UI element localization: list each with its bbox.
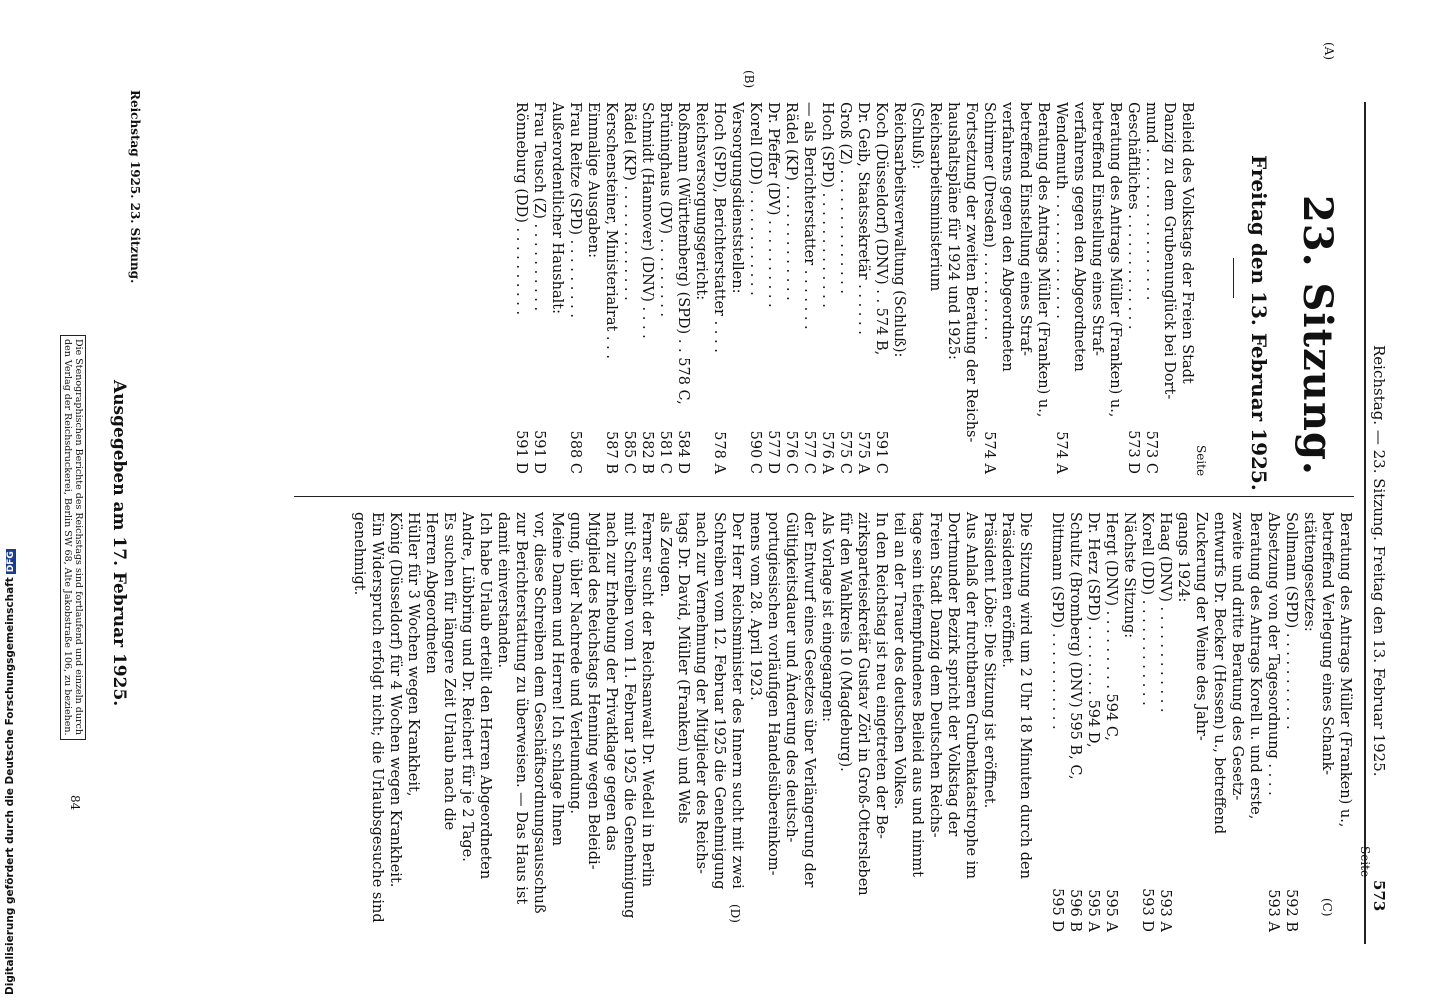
body-line-text: In den Reichstag ist neu eingetreten der Be- [873, 512, 889, 839]
toc-entry-text: Wendemuth . . . . . . . . . . . . . . [1053, 102, 1069, 319]
toc-entry-text: Beratung des Antrags Korell u. und erste, [1247, 512, 1263, 820]
toc-entry-text: (Schluß): [909, 102, 925, 170]
body-line-text: vor, diese Schreiben dem Geschäftsordnungsausschuß [531, 512, 547, 914]
body-line-text: nach zur Vernehmung der Mitglieder des Reichs- [693, 512, 709, 874]
body-line [350, 512, 368, 932]
toc-entry-text: Reichsarbeitsministerium [927, 102, 943, 292]
body-line-text: Als Vorlage ist eingegangen: [819, 512, 835, 723]
toc-entry-page: 591 C [873, 430, 889, 474]
body-line-text: mens vom 28. April 1923. [747, 512, 763, 701]
body-line-text: portugiesischen vorläufigen Handelsübereinkom- [765, 512, 781, 876]
toc-entry-text: Dittmann (SPD) . . . . . . . . . . . [1049, 512, 1065, 730]
toc-left-column [512, 102, 1196, 474]
toc-entry-page: 576 A [819, 431, 835, 474]
body-line [692, 512, 710, 932]
toc-entry-text: Versorgungsdienststellen: [729, 102, 745, 294]
margin-marker-d: (D) [728, 904, 742, 923]
body-line [494, 512, 512, 932]
toc-entry-text: Reichsversorgungsgericht: [693, 102, 709, 301]
toc-entry-text: betreffend Einstellung eines Straf- [1017, 102, 1033, 356]
toc-entry-page: 595 A [1103, 889, 1119, 932]
body-line-text: Hüller für 3 Wochen wegen Krankheit, [405, 512, 421, 797]
toc-entry-page: 585 C [621, 430, 637, 474]
toc-entry-text: stättengesetzes: [1301, 512, 1317, 632]
header-rule [1365, 102, 1367, 944]
footer-notice-box [60, 335, 86, 740]
toc-entry [1138, 512, 1156, 932]
toc-entry-text: Rädel (KP) . . . . . . . . . . . . . [783, 102, 799, 301]
toc-entry-page: 587 B [603, 431, 619, 474]
toc-entry [962, 102, 980, 474]
toc-entry-text: Einmalige Ausgaben: [585, 102, 601, 258]
toc-entry [1300, 512, 1318, 932]
toc-entry-page: 575 C [837, 430, 853, 474]
toc-entry-page: 574 A [1053, 431, 1069, 474]
body-line-text: tags Dr. David, Müller (Franken) und Wels [675, 512, 691, 824]
body-line-text: Freien Stadt Danzig dem Deutschen Reichs- [927, 512, 943, 838]
body-line [782, 512, 800, 932]
body-line-text: gung, übler Nachrede und Verleumdung. [567, 512, 583, 814]
body-line [854, 512, 872, 932]
footer-left: Reichstag 1925. 23. Sitzung. [128, 90, 142, 284]
toc-entry [980, 102, 998, 474]
body-line-text: Andre, Lübbring und Dr. Reichert für je 2 Tage. [459, 512, 475, 862]
toc-entry [1228, 512, 1246, 932]
body-line [926, 512, 944, 932]
toc-entry [1336, 512, 1354, 932]
toc-entry-text: verfahrens gegen den Abgeordneten [1071, 102, 1087, 372]
body-line-text: Es suchen für längere Zeit Urlaub nach die [441, 512, 457, 831]
body-line [872, 512, 890, 932]
toc-entry [800, 102, 818, 474]
toc-entry [638, 102, 656, 474]
body-line-text: Ich habe Urlaub erteilt den Herren Abgeordneten [477, 512, 493, 880]
running-header: Reichstag. — 23. Sitzung. Freitag den 13. Februar 1925. [1370, 345, 1388, 777]
body-line-text: für den Wahlkreis 10 (Magdeburg). [837, 512, 853, 772]
issued-date: Ausgegeben am 17. Februar 1925. [109, 380, 129, 707]
body-line [512, 512, 530, 932]
sheet-number: 84 [68, 795, 82, 811]
margin-marker-a: (A) [1322, 42, 1336, 61]
toc-entry-text: Beratung des Antrags Müller (Franken) u., [1337, 512, 1353, 828]
body-line [422, 512, 440, 932]
session-date: Freitag den 13. Februar 1925. [1247, 155, 1271, 491]
toc-entry-text: Schirmer (Dresden) . . . . . . . . . . [981, 102, 997, 341]
body-line [818, 512, 836, 932]
footer-notice-line-2: den Verlag der Reichsdruckerei, Berlin SW 68, Alte Jakobstraße 106, zu beziehen. [62, 339, 73, 736]
body-line [1016, 512, 1034, 932]
toc-entry [1318, 512, 1336, 932]
toc-entry [1106, 102, 1124, 474]
toc-entry-page: 593 D [1139, 888, 1155, 932]
toc-entry [1282, 512, 1300, 932]
toc-entry-page: 581 C [657, 430, 673, 474]
toc-entry [1178, 102, 1196, 474]
toc-entry-page: 595 A [1085, 889, 1101, 932]
toc-entry [620, 102, 638, 474]
body-line-text: Gültigkeitsdauer und Änderung des deutsch- [783, 512, 799, 843]
seite-label-right: Seite [1358, 846, 1372, 878]
dfg-credit-text: Digitalisierung gefördert durch die Deutsche Forschungsgemeinschaft [4, 577, 16, 995]
body-line [530, 512, 548, 932]
body-line [602, 512, 620, 932]
toc-entry-text: entwurfs Dr. Becker (Hessen) u., betreffend [1211, 512, 1227, 835]
toc-entry [1264, 512, 1282, 932]
toc-entry-page: 593 A [1157, 889, 1173, 932]
body-line-text: König (Düsseldorf) für 4 Wochen wegen Krankheit. [387, 512, 403, 888]
body-line [710, 512, 728, 932]
margin-marker-c: (C) [1320, 898, 1334, 917]
toc-entry [602, 102, 620, 474]
toc-entry-text: — als Berichterstatter . . . . . . . [801, 102, 817, 330]
body-line-text: zur Berichterstattung zu überweisen. — Das Haus ist [513, 512, 529, 905]
toc-entry [1102, 512, 1120, 932]
toc-entry-text: verfahrens gegen den Abgeordneten [999, 102, 1015, 372]
toc-entry [710, 102, 728, 474]
toc-entry-text: gangs 1924: [1175, 512, 1191, 603]
toc-entry-page: 595 D [1049, 888, 1065, 932]
toc-entry-text: Dr. Pfeffer (DV) . . . . . . . . . . [765, 102, 781, 308]
toc-entry [1070, 102, 1088, 474]
toc-entry [1192, 512, 1210, 932]
toc-entry-text: Rädel (KP) . . . . . . . . . . . . . [621, 102, 637, 301]
title-rule [1233, 258, 1234, 298]
body-line [944, 512, 962, 932]
toc-entry [584, 102, 602, 474]
body-line [890, 512, 908, 932]
toc-entry [1142, 102, 1160, 474]
toc-entry-text: Zuckerung der Weine des Jahr- [1193, 512, 1209, 741]
toc-entry-text: Korell (DD) . . . . . . . . . . . . [747, 102, 763, 296]
body-line [674, 512, 692, 932]
toc-entry-text: Frau Teusch (Z) . . . . . . . . . . [531, 102, 547, 312]
body-line-text: genehmigt. [351, 512, 367, 596]
toc-entry [1174, 512, 1192, 932]
toc-entry [1246, 512, 1264, 932]
toc-entry-page: 574 A [981, 431, 997, 474]
toc-entry [1048, 512, 1066, 932]
toc-entry [998, 102, 1016, 474]
toc-entry-text: Korell (DD) . . . . . . . . . . . . [1139, 512, 1155, 706]
body-line-text: Ein Widerspruch erfolgt nicht; die Urlaubsgesuche sind [369, 512, 385, 923]
body-line [908, 512, 926, 932]
body-line [764, 512, 782, 932]
body-line-text: Präsidenten eröffnet. [999, 512, 1015, 668]
toc-entry-text: zweite und dritte Beratung des Gesetz- [1229, 512, 1245, 801]
body-line [458, 512, 476, 932]
toc-entry-text: Absetzung von der Tagesordnung . . . . [1265, 512, 1281, 796]
toc-entry-text: Koch (Düsseldorf) (DNV) . . 574 B, [873, 102, 889, 356]
toc-entry [728, 102, 746, 474]
toc-entry [1120, 512, 1138, 932]
body-line [548, 512, 566, 932]
toc-entry [1034, 102, 1052, 474]
toc-entry-text: Kerschensteiner, Ministerialrat . . . [603, 102, 619, 359]
toc-entry [1052, 102, 1070, 474]
seite-label-left: Seite [1194, 445, 1208, 477]
toc-entry-text: mund . . . . . . . . . . . . . . . . . [1143, 102, 1159, 301]
toc-entry-page: 576 C [783, 430, 799, 474]
body-line-text: Herren Abgeordneten [423, 512, 439, 674]
toc-entry-text: haushaltspläne für 1924 und 1925: [945, 102, 961, 360]
toc-entry-page: 584 D [675, 430, 691, 474]
body-line-text: Der Herr Reichsminister des Innern sucht mit zwei [729, 512, 745, 889]
toc-entry-text: Roßmann (Württemberg) (SPD) . . 578 C, [675, 102, 691, 405]
toc-entry [530, 102, 548, 474]
toc-entry-text: Dr. Herz (SPD) . . . . . . . . 594 D, [1085, 512, 1101, 748]
toc-entry-text: Rönneburg (DD) . . . . . . . . . . [513, 102, 529, 316]
body-line-text: Ferner sucht der Reichsanwalt Dr. Wedell in Berlin [639, 512, 655, 888]
toc-entry [512, 102, 530, 474]
body-line [656, 512, 674, 932]
body-line [998, 512, 1016, 932]
toc-entry-text: Schultz (Bromberg) (DNV) 595 B, C, [1067, 512, 1083, 780]
toc-entry-text: Dr. Geib, Staatssekretär . . . . . . [855, 102, 871, 335]
toc-entry-page: 590 C [747, 430, 763, 474]
toc-entry [944, 102, 962, 474]
body-line [800, 512, 818, 932]
toc-entry [1210, 512, 1228, 932]
toc-entry-text: Brüninghaus (DV) . . . . . . . . . [657, 102, 673, 318]
margin-marker-b: (B) [742, 70, 756, 89]
toc-entry-text: Hoch (SPD), Berichterstatter . . . . [711, 102, 727, 353]
body-line-text: Aus Anlaß der furchtbaren Grubenkatastrophe im [963, 512, 979, 880]
page-number: 573 [1370, 880, 1388, 912]
body-line-text: Schreiben vom 12. Februar 1925 die Genehmigung [711, 512, 727, 890]
toc-entry-text: Fortsetzung der zweiten Beratung der Reichs- [963, 102, 979, 443]
toc-entry [1156, 512, 1174, 932]
toc-entry [890, 102, 908, 474]
body-line-text: Dortmunder Bezirk spricht der Volkstag der [945, 512, 961, 837]
toc-entry [764, 102, 782, 474]
body-line [980, 512, 998, 932]
body-line [566, 512, 584, 932]
toc-entry-text: Außerordentlicher Haushalt: [549, 102, 565, 314]
body-line [620, 512, 638, 932]
toc-entry-page: 592 B [1283, 889, 1299, 932]
session-title: 23. Sitzung. [1294, 195, 1341, 476]
toc-entry-text: Geschäftliches . . . . . . . . . . . . . [1125, 102, 1141, 330]
toc-entry-text: Reichsarbeitsverwaltung (Schluß): [891, 102, 907, 358]
body-line-text: tage sein tiefempfundenes Beileid aus und nimmt [909, 512, 925, 877]
toc-entry-text: betreffend Einstellung eines Straf- [1089, 102, 1105, 356]
toc-entry-page: 588 C [567, 430, 583, 474]
body-line [440, 512, 458, 932]
toc-entry-page: 577 C [801, 430, 817, 474]
toc-entry-text: Nächste Sitzung: [1121, 512, 1137, 639]
body-line-text: der Entwurf eines Gesetzes über Verlängerung der [801, 512, 817, 888]
body-line [368, 512, 386, 932]
toc-entry [1066, 512, 1084, 932]
body-line-text: teil an der Trauer des deutschen Volkes. [891, 512, 907, 810]
toc-entry-page: 573 C [1143, 430, 1159, 474]
toc-entry-text: Hoch (SPD) . . . . . . . . . . . . . [819, 102, 835, 308]
toc-entry-page: 575 A [855, 431, 871, 474]
session-body-text [350, 512, 1034, 932]
toc-entry-text: Beratung des Antrags Müller (Franken) u., [1107, 102, 1123, 418]
body-line-text: mit Schreiben vom 11. Februar 1925 die Genehmigung [621, 512, 637, 919]
body-line [476, 512, 494, 932]
toc-entry-text: betreffend Verlegung eines Schank- [1319, 512, 1335, 776]
toc-entry-page: 591 D [531, 430, 547, 474]
toc-entry-text: Hergt (DNV) . . . . . . . . . 594 C, [1103, 512, 1119, 742]
dfg-credit [4, 549, 16, 995]
toc-entry [818, 102, 836, 474]
footer-notice-line-1: Die Stenographischen Berichte des Reichstags sind fortlaufend und einzeln durch [73, 339, 84, 735]
body-line [746, 512, 764, 932]
toc-entry [1088, 102, 1106, 474]
toc-entry-page: 577 D [765, 430, 781, 474]
toc-entry [1016, 102, 1034, 474]
toc-entry [782, 102, 800, 474]
toc-entry-page: 573 D [1125, 430, 1141, 474]
toc-entry [872, 102, 890, 474]
body-line-text: Präsident Löbe: Die Sitzung ist eröffnet. [981, 512, 997, 809]
body-line [836, 512, 854, 932]
body-line [962, 512, 980, 932]
body-line-text: damit einverstanden. [495, 512, 511, 669]
body-line [638, 512, 656, 932]
body-line-text: als Zeugen. [657, 512, 673, 598]
body-line-text: Die Sitzung wird um 2 Uhr 18 Minuten durch den [1017, 512, 1033, 879]
toc-entry [836, 102, 854, 474]
toc-entry-page: 578 A [711, 431, 727, 474]
toc-entry [548, 102, 566, 474]
dfg-logo: DFG [6, 551, 16, 573]
body-line-text: Mitglied des Reichstags Henning wegen Beleidi- [585, 512, 601, 870]
toc-entry [746, 102, 764, 474]
toc-entry [692, 102, 710, 474]
body-line [728, 512, 746, 932]
toc-entry [854, 102, 872, 474]
toc-entry-text: Haag (DNV) . . . . . . . . . . . . [1157, 512, 1173, 713]
toc-entry-page: 591 D [513, 430, 529, 474]
toc-entry-page: 593 A [1265, 889, 1281, 932]
body-line-text: zirksparteisekretär Gustav Zörl in Groß-Ottersleben [855, 512, 871, 896]
toc-entry-text: Beratung des Antrags Müller (Franken) u., [1035, 102, 1051, 418]
toc-right-column [1048, 512, 1354, 932]
body-line [404, 512, 422, 932]
toc-entry-text: Sollmann (SPD) . . . . . . . . . . . [1283, 512, 1299, 730]
toc-entry [566, 102, 584, 474]
toc-entry-page: 596 B [1067, 889, 1083, 932]
body-line [386, 512, 404, 932]
toc-entry [1084, 512, 1102, 932]
toc-entry-text: Danzig zu dem Grubenunglück bei Dort- [1161, 102, 1177, 400]
toc-entry-text: Beileid des Volkstags der Freien Stadt [1179, 102, 1195, 384]
toc-entry-text: Schmidt (Hannover) (DNV) . . . . [639, 102, 655, 339]
body-line-text: Meine Damen und Herren! Ich schlage Ihnen [549, 512, 565, 846]
toc-entry-text: Frau Reitze (SPD) . . . . . . . . . [567, 102, 583, 318]
body-line [584, 512, 602, 932]
toc-entry [1160, 102, 1178, 474]
toc-entry [656, 102, 674, 474]
toc-entry [674, 102, 692, 474]
toc-entry-text: Groß (Z) . . . . . . . . . . . . . . [837, 102, 853, 294]
column-divider [294, 496, 1354, 497]
toc-entry [908, 102, 926, 474]
toc-entry-page: 582 B [639, 431, 655, 474]
toc-entry [926, 102, 944, 474]
body-line-text: nach zur Erhebung der Privatklage gegen das [603, 512, 619, 851]
toc-entry [1124, 102, 1142, 474]
